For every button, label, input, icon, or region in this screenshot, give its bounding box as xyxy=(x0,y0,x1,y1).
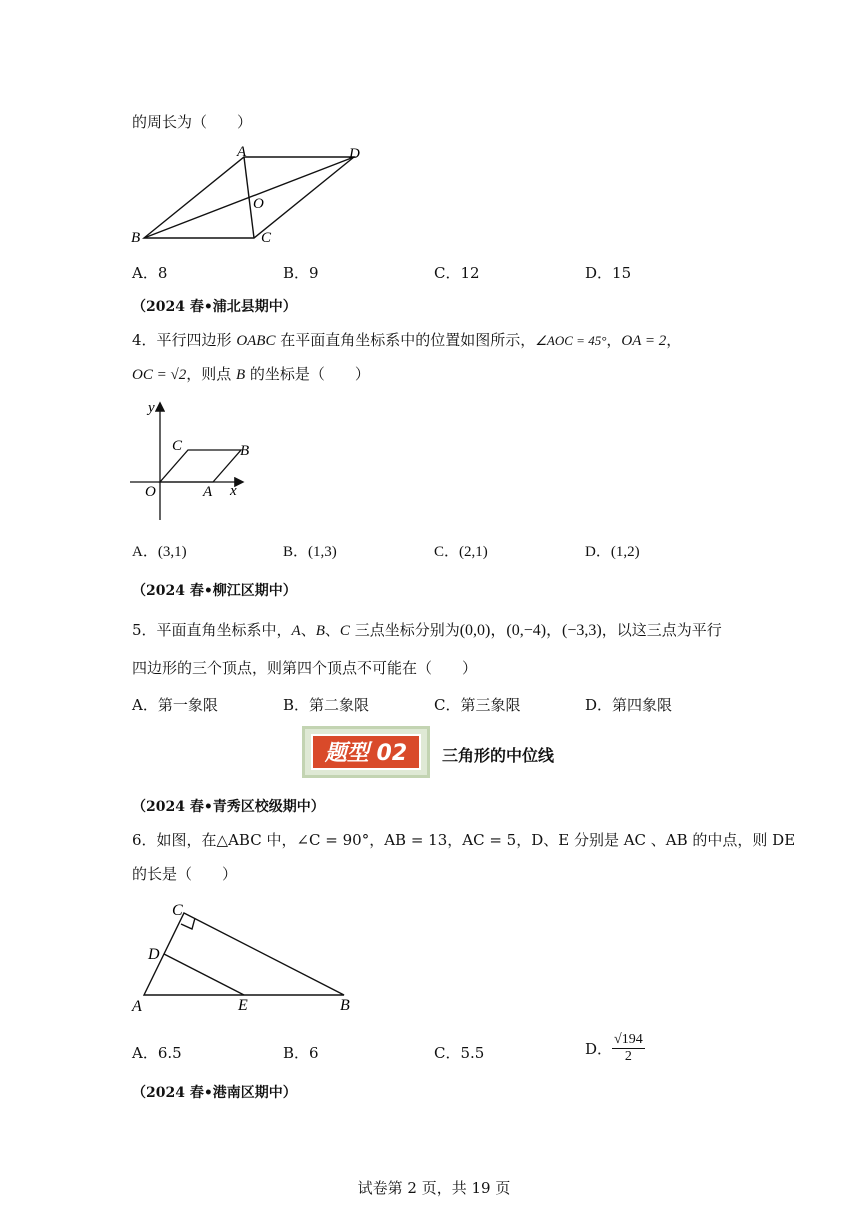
q4-option-c[interactable]: C．(2,1) xyxy=(434,544,488,560)
q6-label-c: C xyxy=(172,902,183,919)
q4-figure xyxy=(128,398,258,522)
q4-source: （2024 春•浦北县期中） xyxy=(132,299,297,315)
q3-stem-tail: 的周长为（ ） xyxy=(132,113,253,131)
q6-stem-line1: 6．如图，在△ABC 中，∠C = 90°，AB = 13，AC = 5，D、E 分别是 AC 、AB 的中点，则 DE xyxy=(132,831,796,849)
q4-stem-angle: ∠AOC = 45° xyxy=(535,333,607,348)
q4-label-c: C xyxy=(172,438,183,454)
q4-stem-comma1: ， xyxy=(606,331,622,349)
q6-label-b: B xyxy=(340,997,350,1014)
q4-stem-text-a: 4．平行四边形 xyxy=(132,331,237,349)
q3-figure xyxy=(128,142,368,250)
q6-label-e: E xyxy=(238,997,248,1014)
q5-stem-text-i: ，以这三点为平行 xyxy=(601,621,722,639)
q6-option-b[interactable]: B．6 xyxy=(283,1044,319,1062)
section-badge xyxy=(302,726,430,778)
q7-source: （2024 春•港南区期中） xyxy=(132,1085,297,1101)
q5-option-a[interactable]: A．第一象限 xyxy=(132,696,218,714)
q6-source: （2024 春•青秀区校级期中） xyxy=(132,799,325,815)
q4-stem-line2 xyxy=(132,364,370,385)
q6-option-a[interactable]: A．6.5 xyxy=(132,1044,182,1062)
q4-option-a[interactable]: A．(3,1) xyxy=(132,544,187,560)
q6-option-d-denominator: 2 xyxy=(624,1049,632,1064)
q5-stem-coords: (0,0)，(0,−4)，(−3,3) xyxy=(459,622,602,639)
q3-diagonal-bd xyxy=(144,157,354,238)
q3-label-c: C xyxy=(261,230,272,246)
section-title: 三角形的中位线 xyxy=(442,746,555,765)
q4-stem-text-d: 的坐标是（ ） xyxy=(245,365,370,383)
q4-stem-oabc: OABC xyxy=(236,333,276,349)
q4-label-o: O xyxy=(145,484,156,500)
q4-label-a: A xyxy=(203,484,213,500)
q4-stem-oa: OA = 2 xyxy=(621,333,667,349)
q3-label-d: D xyxy=(349,146,360,162)
q6-option-c[interactable]: C．5.5 xyxy=(434,1044,485,1062)
q4-parallelogram xyxy=(160,450,241,482)
q6-midline-de xyxy=(164,954,244,995)
q6-option-d-numerator: √194 xyxy=(614,1032,643,1047)
q6-label-a: A xyxy=(132,998,142,1015)
q6-option-d-prefix: D． xyxy=(585,1040,613,1058)
q6-label-d: D xyxy=(148,946,160,963)
q4-stem-text-b: ，则点 xyxy=(186,365,236,383)
q5-stem-line2: 四边形的三个顶点，则第四个顶点不可能在（ ） xyxy=(132,659,478,677)
q3-option-d[interactable]: D．15 xyxy=(585,264,632,282)
q5-source: （2024 春•柳江区期中） xyxy=(132,583,297,599)
q4-option-b[interactable]: B．(1,3) xyxy=(283,544,337,560)
q3-option-a[interactable]: A．8 xyxy=(132,264,168,282)
q4-label-x: x xyxy=(230,483,237,499)
q5-option-c[interactable]: C．第三象限 xyxy=(434,696,521,714)
q4-label-y: y xyxy=(148,400,155,416)
q6-figure xyxy=(128,896,360,1018)
q5-stem-sep2: 、 xyxy=(324,621,340,639)
q3-label-o: O xyxy=(253,196,264,212)
q5-stem-point-b: B xyxy=(315,623,325,639)
q5-stem-point-c: C xyxy=(339,623,350,639)
q5-stem-point-a: A xyxy=(291,623,301,639)
q4-stem-comma2: ， xyxy=(666,331,682,349)
q4-option-d[interactable]: D．(1,2) xyxy=(585,544,640,560)
q3-label-b: B xyxy=(131,230,141,246)
q4-stem-line1 xyxy=(132,330,681,351)
q4-stem-oc: OC = √2 xyxy=(132,367,187,383)
q6-option-d-fraction xyxy=(612,1032,645,1065)
q5-option-b[interactable]: B．第二象限 xyxy=(283,696,370,714)
q4-stem-point-b: B xyxy=(235,367,246,383)
q5-stem-line1 xyxy=(132,620,722,641)
q5-stem-text-a: 5．平面直角坐标系中， xyxy=(132,621,292,639)
page-footer: 试卷第 2 页，共 19 页 xyxy=(357,1179,511,1197)
q4-stem-text-c: 在平面直角坐标系中的位置如图所示， xyxy=(275,331,536,349)
q3-option-c[interactable]: C．12 xyxy=(434,264,480,282)
q4-label-b: B xyxy=(240,443,250,459)
q5-option-d[interactable]: D．第四象限 xyxy=(585,696,673,714)
q6-triangle xyxy=(144,913,344,995)
section-badge-label: 题型 02 xyxy=(311,734,421,770)
q6-option-d[interactable] xyxy=(585,1032,645,1065)
q3-label-a: A xyxy=(237,144,247,160)
q5-stem-sep1: 、 xyxy=(300,621,316,639)
q6-stem-line2: 的长是（ ） xyxy=(132,865,238,883)
q3-option-b[interactable]: B．9 xyxy=(283,264,319,282)
q5-stem-text-g: 三点坐标分别为 xyxy=(349,621,460,639)
q6-right-angle-mark xyxy=(181,918,195,929)
